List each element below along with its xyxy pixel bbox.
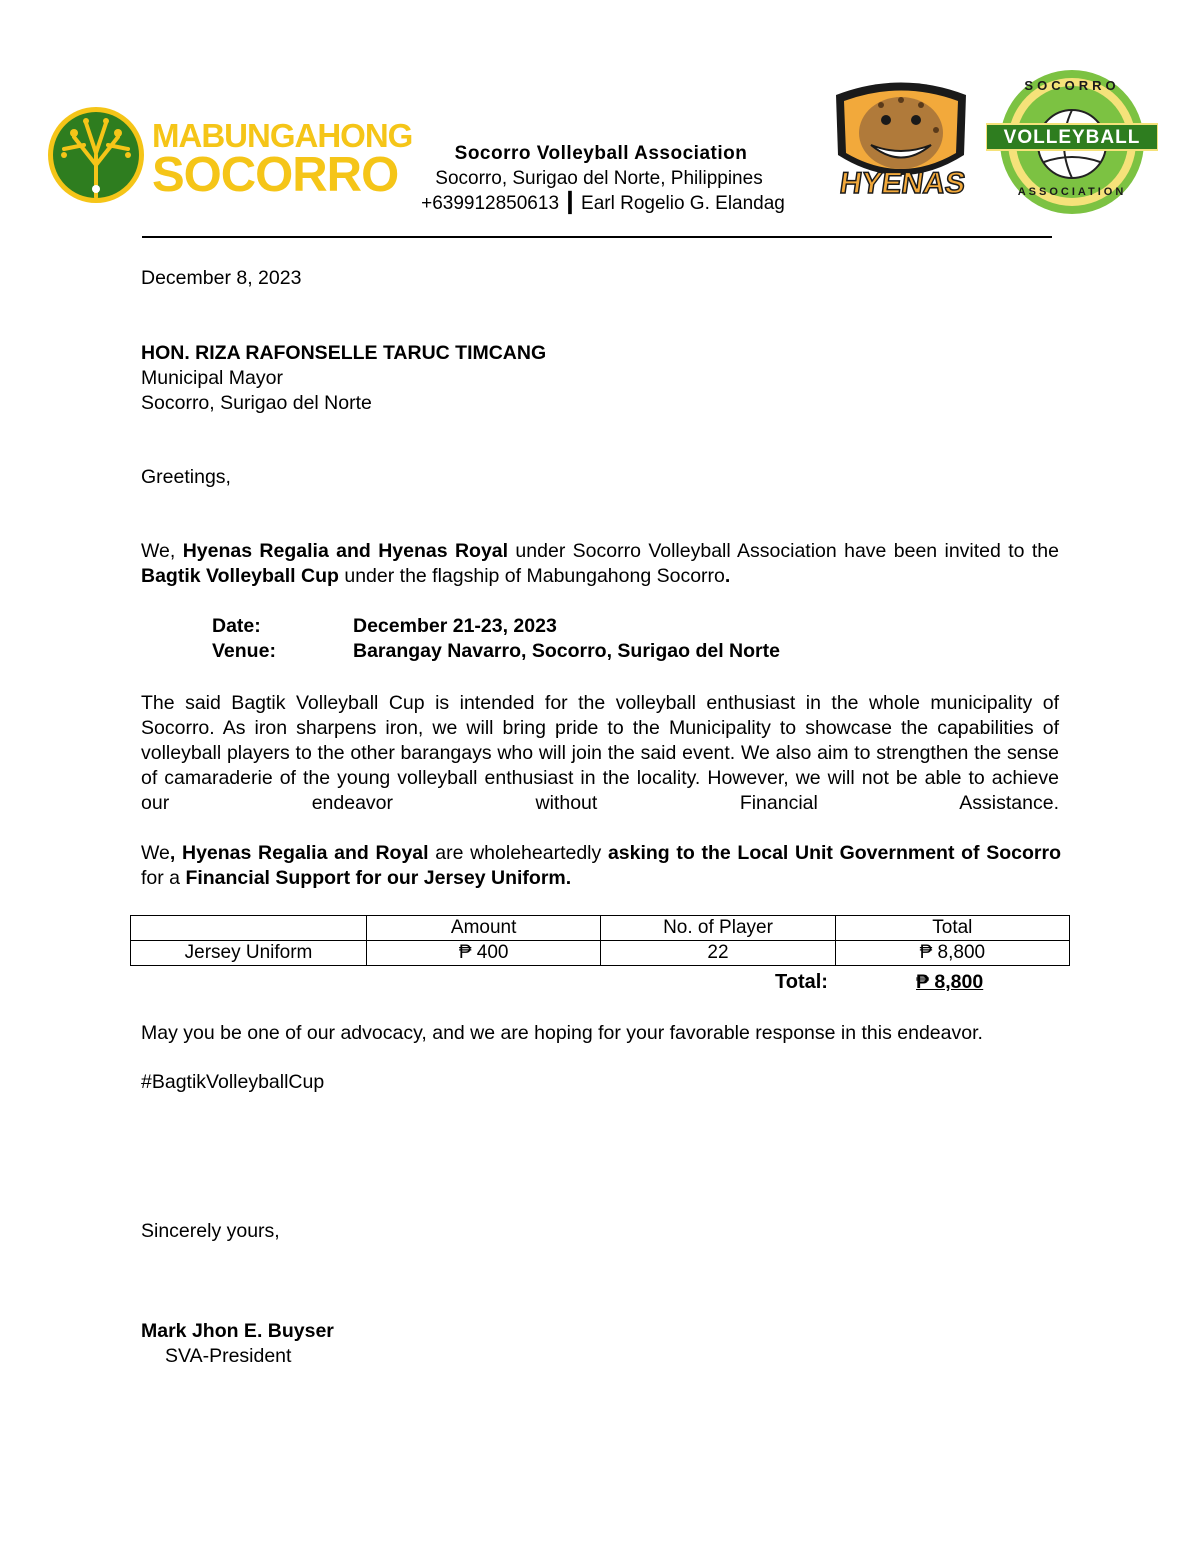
recipient-name: HON. RIZA RAFONSELLE TARUC TIMCANG — [141, 342, 547, 364]
header-divider — [142, 236, 1052, 238]
logo-word-socorro: SOCORRO — [152, 148, 399, 202]
hashtag: #BagtikVolleyballCup — [141, 1071, 325, 1093]
table-cell-total: ₱ 8,800 — [835, 941, 1069, 966]
p1-team-names: Hyenas Regalia and Hyenas Royal — [182, 540, 509, 562]
p1-text-e: under the flagship of Mabungahong Socorro — [338, 565, 725, 587]
p1-event-name: Bagtik Volleyball Cup — [141, 565, 339, 587]
letter-date: December 8, 2023 — [141, 267, 302, 289]
table-cell-item: Jersey Uniform — [131, 941, 367, 966]
table-header-cell: Amount — [367, 916, 601, 941]
table-header-cell: Total — [835, 916, 1069, 941]
logo-word-mabungahong: MABUNGAHONG — [152, 117, 413, 154]
budget-table — [130, 915, 1070, 966]
p3-text-c: are wholeheartedly — [428, 842, 608, 864]
table-cell-amount: ₱ 400 — [367, 941, 601, 966]
grand-total-value: ₱ 8,800 — [916, 971, 984, 993]
sva-logo-band-text: VOLLEYBALL — [1003, 127, 1141, 148]
table-cell-players: 22 — [601, 941, 835, 966]
org-address: Socorro, Surigao del Norte, Philippines — [435, 168, 763, 189]
recipient-title: Municipal Mayor — [141, 367, 283, 389]
invitation-paragraph — [141, 539, 1059, 589]
p1-period: . — [724, 565, 731, 587]
hyenas-logo-text: HYENAS — [837, 167, 968, 200]
greeting: Greetings, — [141, 466, 231, 488]
sva-logo-bottom-text: ASSOCIATION — [1017, 186, 1127, 198]
event-venue-label: Venue: — [212, 640, 276, 662]
table-header-cell — [131, 916, 367, 941]
event-date-value: December 21-23, 2023 — [353, 615, 557, 637]
signatory-name: Mark Jhon E. Buyser — [141, 1320, 334, 1342]
p1-text-c: under Socorro Volleyball Association have been invited to the — [508, 540, 1059, 562]
event-venue-value: Barangay Navarro, Socorro, Surigao del Norte — [353, 640, 780, 662]
closing-paragraph: May you be one of our advocacy, and we are hoping for your favorable response in this endeavor. — [141, 1022, 983, 1044]
event-date-label: Date: — [212, 615, 261, 637]
sva-logo-top-text: SOCORRO — [1024, 78, 1120, 93]
mabungahong-socorro-logo — [46, 105, 413, 205]
p1-text-a: We, — [141, 540, 183, 562]
table-header-cell: No. of Player — [601, 916, 835, 941]
table-row — [131, 941, 1070, 966]
p3-text-a: We — [141, 842, 170, 864]
p3-support: Financial Support for our Jersey Uniform. — [185, 867, 572, 889]
org-contact — [388, 192, 818, 215]
recipient-address: Socorro, Surigao del Norte — [141, 392, 372, 414]
grand-total-label: Total: — [775, 971, 828, 993]
sva-logo — [986, 66, 1158, 216]
request-paragraph — [141, 841, 1061, 891]
table-header-row — [131, 916, 1070, 941]
p3-text-e: for a — [141, 867, 186, 889]
org-name: Socorro Volleyball Association — [454, 143, 748, 164]
org-phone: +639912850613 — [421, 193, 560, 214]
hyenas-logo — [826, 75, 976, 220]
contact-person: Earl Rogelio G. Elandag — [581, 193, 785, 214]
signatory-title: SVA-President — [165, 1345, 292, 1367]
p3-request: asking to the Local Unit Government of Socorro — [607, 842, 1061, 864]
purpose-paragraph: The said Bagtik Volleyball Cup is intended for the volleyball enthusiast in the whole municipality of Socorro. As iron sharpens iron, we will bring pride to the Municipality to showcase the capabilities of volleyball players to the other barangays who will join the said event. We also aim to strengthen the sense of camaraderie of the young volleyball enthusiast in the locality. However, we will not be able to achieve our endeavor without Financial Assistance. — [141, 692, 1059, 814]
sign-off: Sincerely yours, — [141, 1220, 280, 1242]
contact-separator: ┃ — [564, 193, 576, 214]
p3-team-names: , Hyenas Regalia and Royal — [169, 842, 429, 864]
